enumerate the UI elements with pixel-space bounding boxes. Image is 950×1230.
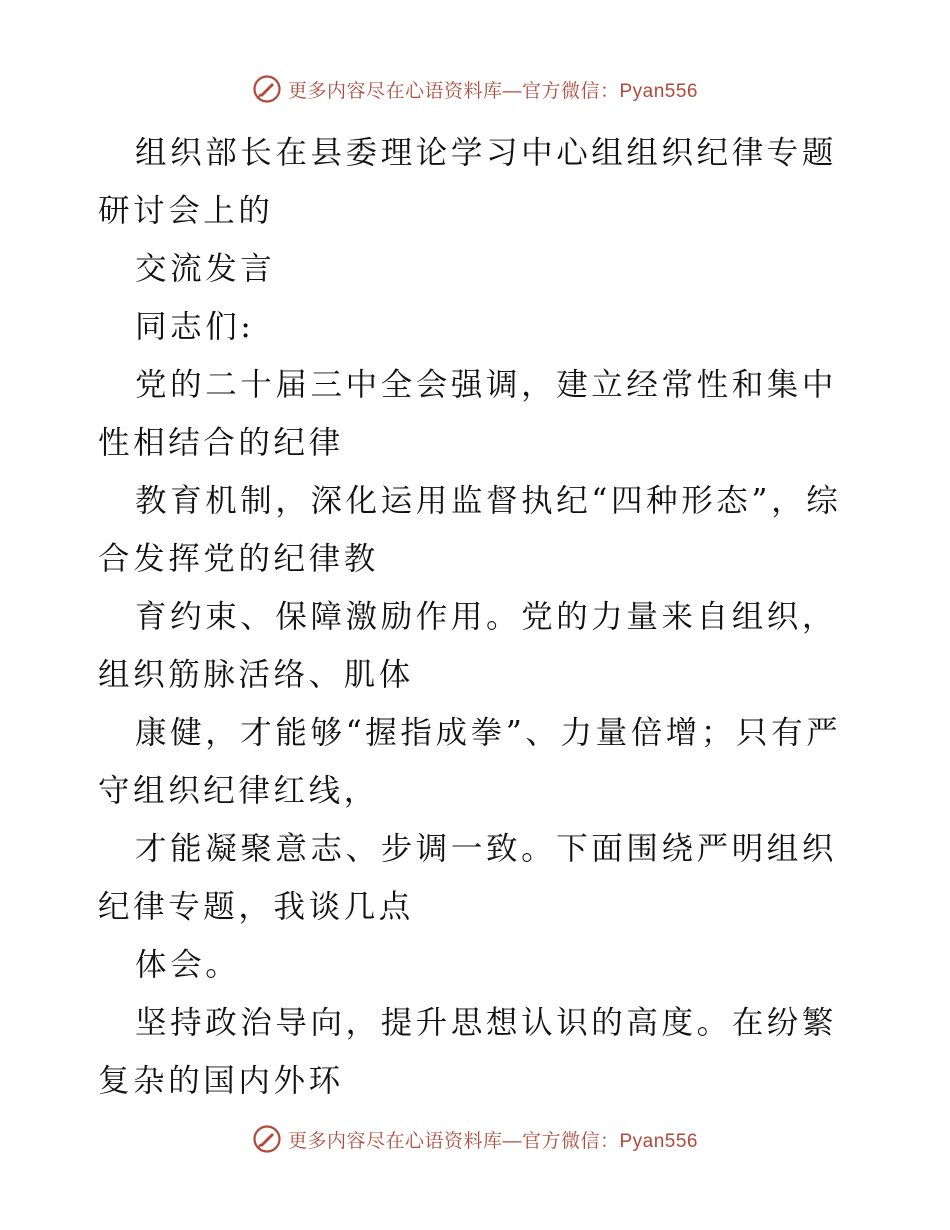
document-body [98,124,853,1110]
quill-circle-logo-icon [252,1124,282,1154]
paragraph: 育约束、保障激励作用。党的力量来自组织，组织筋脉活络、肌体 [98,599,838,693]
paragraph-greeting: 同志们: [135,309,255,345]
header-watermark-text: 更多内容尽在心语资料库—官方微信：Pyan556 [287,80,698,102]
quill-circle-logo-icon [252,74,282,104]
paragraph: 体会。 [135,947,241,983]
paragraph-title: 组织部长在县委理论学习中心组组织纪律专题研讨会上的 [98,135,838,229]
paragraph: 党的二十届三中全会强调，建立经常性和集中性相结合的纪律 [98,367,838,461]
header-watermark [0,72,950,106]
footer-watermark [0,1122,950,1156]
paragraph: 坚持政治导向，提升思想认识的高度。在纷繁复杂的国内外环 [98,1005,838,1099]
paragraph: 才能凝聚意志、步调一致。下面围绕严明组织纪律专题，我谈几点 [98,831,838,925]
footer-watermark-text: 更多内容尽在心语资料库—官方微信：Pyan556 [287,1130,698,1152]
paragraph: 康健，才能够“握指成拳”、力量倍增；只有严守组织纪律红线， [98,715,842,809]
paragraph: 教育机制，深化运用监督执纪“四种形态”，综合发挥党的纪律教 [98,483,842,577]
paragraph-subtitle: 交流发言 [135,251,276,287]
